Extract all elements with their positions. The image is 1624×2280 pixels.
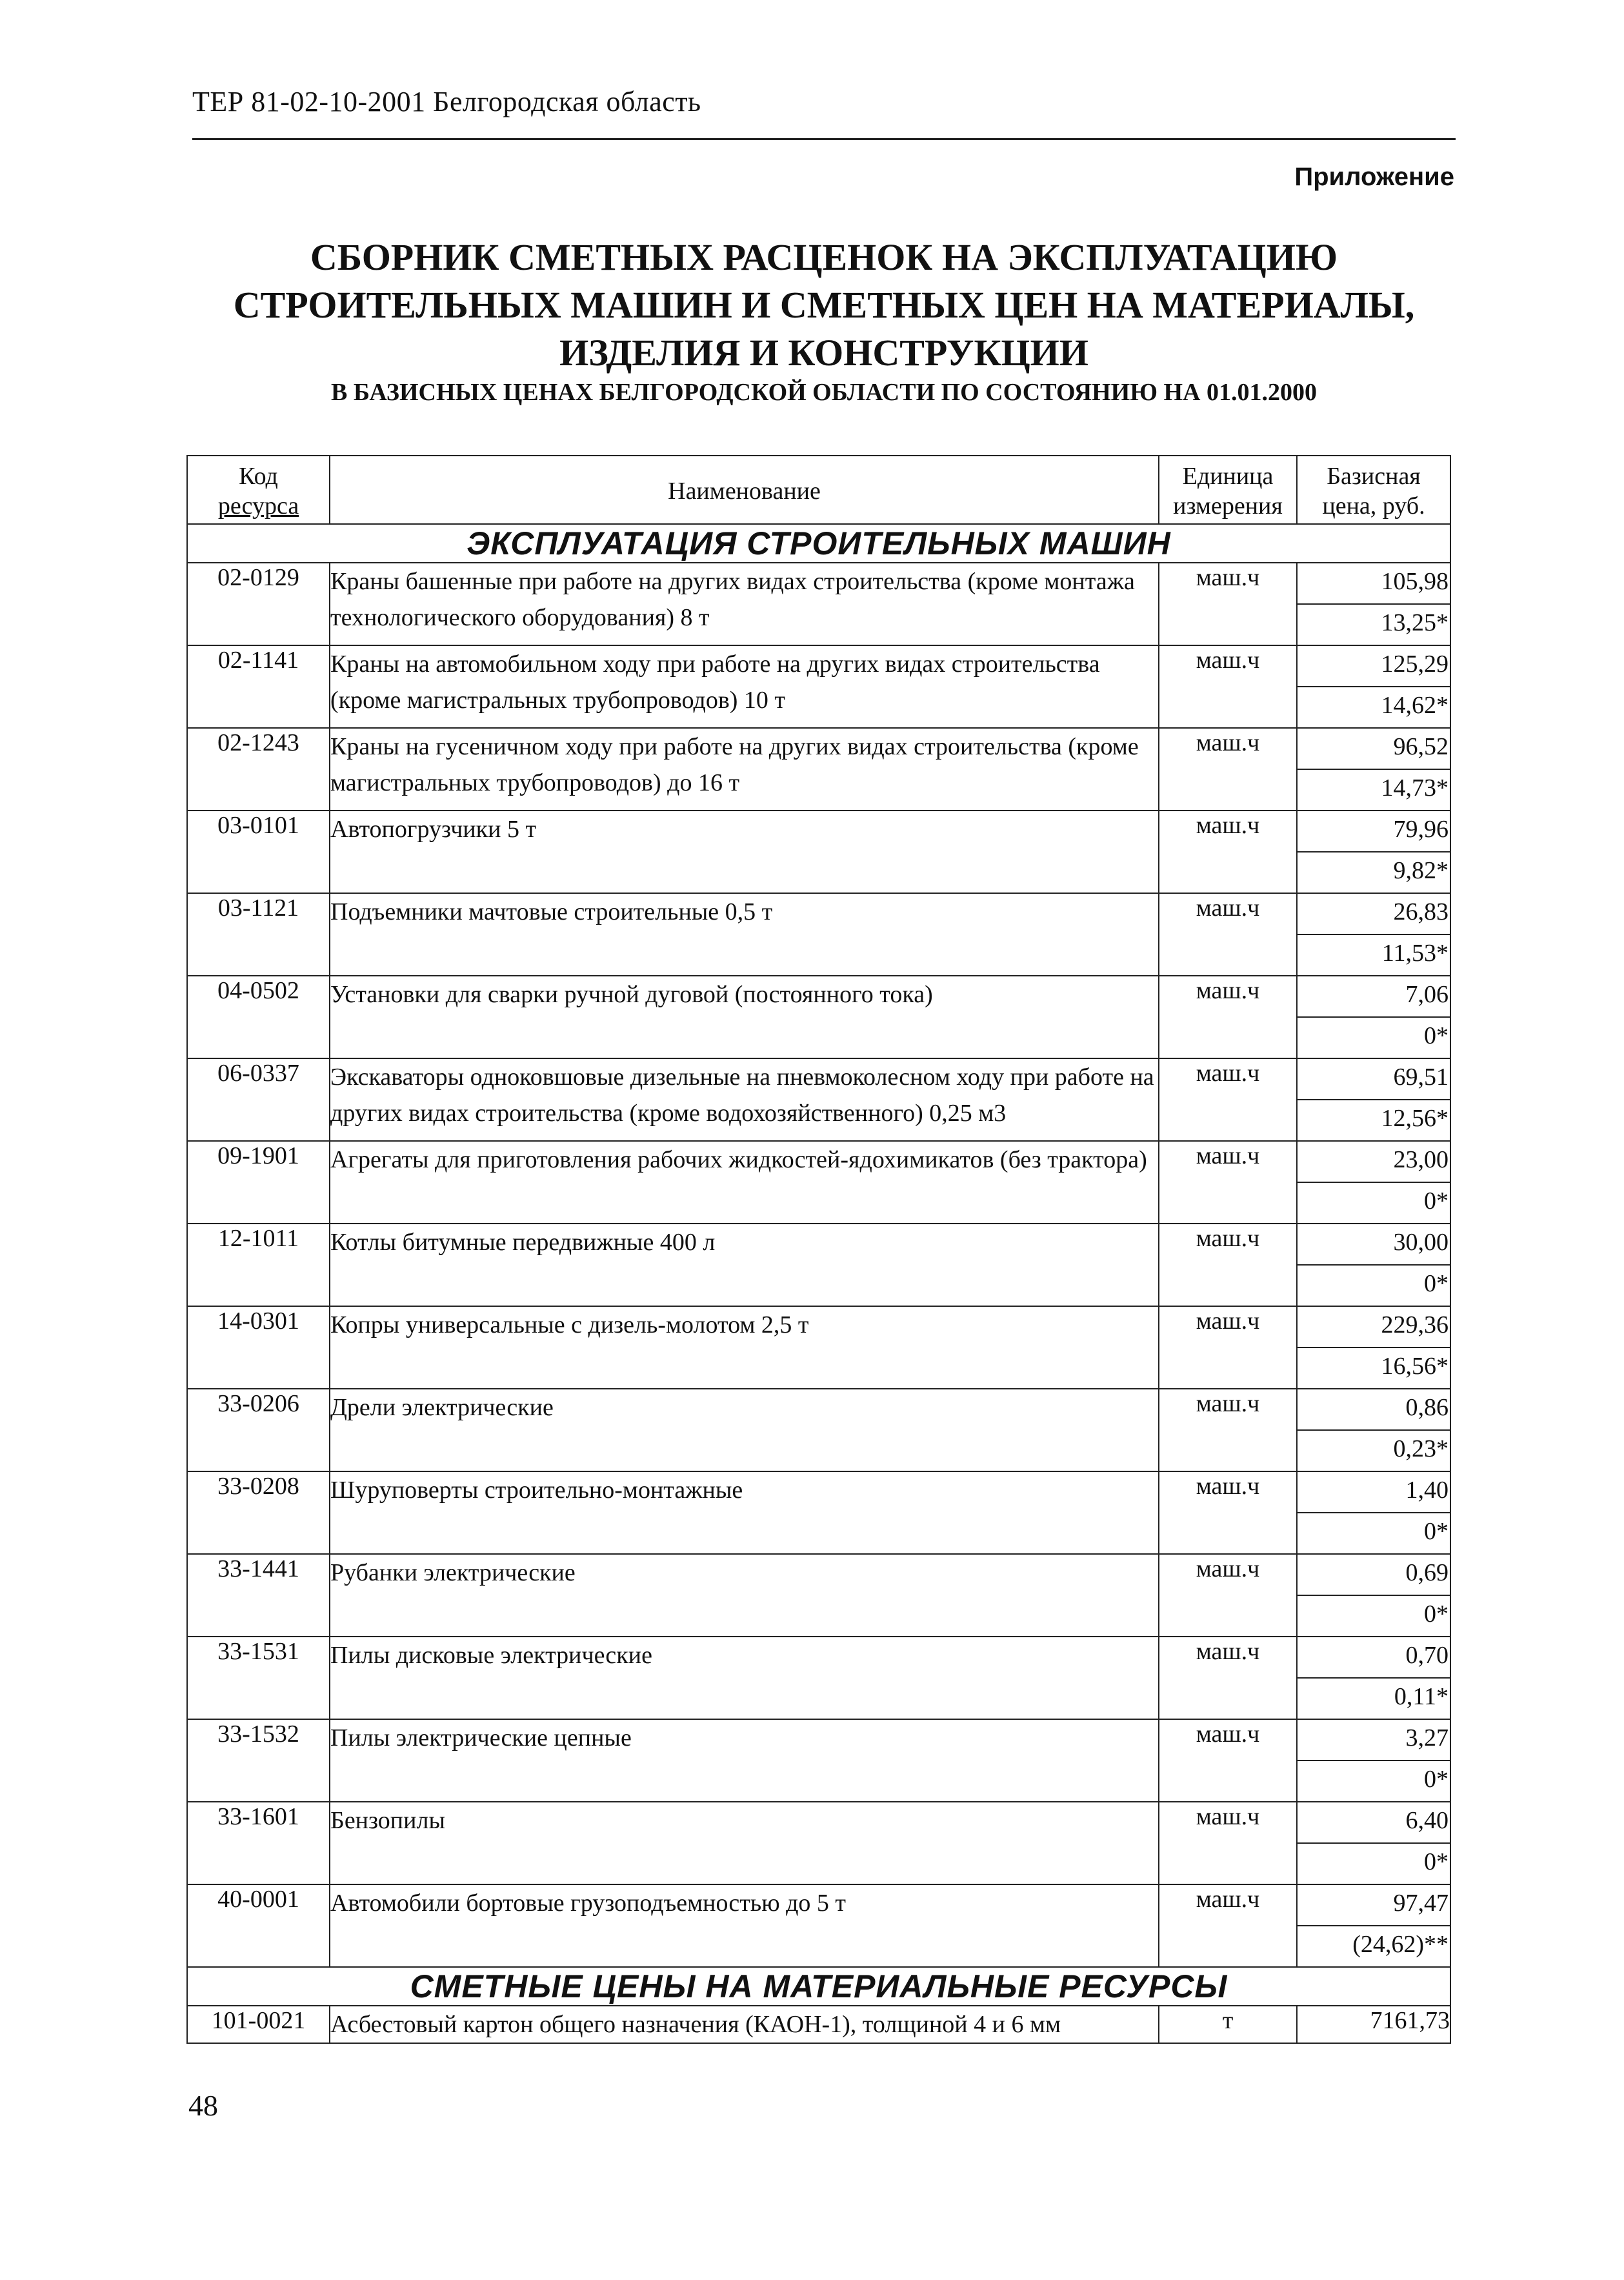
resource-unit: маш.ч: [1159, 1554, 1297, 1637]
resource-code: 09-1901: [187, 1141, 330, 1224]
base-price: 1,40: [1298, 1472, 1450, 1513]
title-line-2: СТРОИТЕЛЬНЫХ МАШИН И СМЕТНЫХ ЦЕН НА МАТЕРИАЛЫ,: [233, 284, 1415, 326]
table-row: [187, 2006, 1450, 2043]
base-price: 79,96: [1298, 811, 1450, 852]
col-header-price-line2: цена, руб.: [1322, 492, 1425, 520]
base-price: 96,52: [1298, 729, 1450, 770]
table-row: [187, 1884, 1450, 1967]
resource-code: 12-1011: [187, 1224, 330, 1306]
table-row: [187, 1224, 1450, 1306]
document-title: [192, 234, 1456, 377]
resource-code: 33-1441: [187, 1554, 330, 1637]
resource-code: 02-0129: [187, 563, 330, 645]
table-row: [187, 1306, 1450, 1389]
resource-unit: маш.ч: [1159, 1141, 1297, 1224]
resource-code: 02-1243: [187, 728, 330, 811]
resource-name: Автопогрузчики 5 т: [330, 811, 1159, 893]
resource-unit: маш.ч: [1159, 645, 1297, 728]
wage-component: 0,23*: [1393, 1435, 1449, 1462]
resource-price-cell: [1297, 645, 1450, 728]
resource-name: Экскаваторы одноковшовые дизельные на пневмоколесном ходу при работе на других видах строительства (кроме водохозяйственного) 0,25 м3: [330, 1058, 1159, 1141]
wage-component: 12,56*: [1381, 1105, 1449, 1132]
resource-code: 40-0001: [187, 1884, 330, 1967]
base-price: 7,06: [1298, 976, 1450, 1018]
resource-price-cell: [1297, 1389, 1450, 1471]
resource-unit: маш.ч: [1159, 1306, 1297, 1389]
wage-component: 13,25*: [1381, 609, 1449, 636]
resource-name: Установки для сварки ручной дуговой (постоянного тока): [330, 976, 1159, 1058]
resource-name: Краны на гусеничном ходу при работе на других видах строительства (кроме магистральных трубопроводов) до 16 т: [330, 728, 1159, 811]
resource-price-cell: [1297, 1471, 1450, 1554]
table-row: [187, 1141, 1450, 1224]
table-row: [187, 811, 1450, 893]
title-line-3: ИЗДЕЛИЯ И КОНСТРУКЦИИ: [559, 332, 1088, 374]
table-row: [187, 1058, 1450, 1141]
resource-price-cell: [1297, 1224, 1450, 1306]
resource-code: 03-1121: [187, 893, 330, 976]
resource-name: Копры универсальные с дизель-молотом 2,5 т: [330, 1306, 1159, 1389]
resource-price-cell: [1297, 1884, 1450, 1967]
base-price: 125,29: [1298, 646, 1450, 687]
resource-code: 06-0337: [187, 1058, 330, 1141]
resource-price-cell: [1297, 728, 1450, 811]
base-price: 0,69: [1298, 1555, 1450, 1596]
table-row: [187, 1471, 1450, 1554]
base-price: 229,36: [1298, 1307, 1450, 1348]
resource-price-cell: [1297, 1719, 1450, 1802]
resource-name: Пилы дисковые электрические: [330, 1637, 1159, 1719]
base-price: 69,51: [1298, 1059, 1450, 1100]
base-price: 0,86: [1298, 1389, 1450, 1431]
col-header-unit-line2: измерения: [1173, 492, 1283, 520]
resource-name: Автомобили бортовые грузоподъемностью до 5 т: [330, 1884, 1159, 1967]
base-price: 97,47: [1298, 1885, 1450, 1926]
resource-name: Дрели электрические: [330, 1389, 1159, 1471]
resource-name: Рубанки электрические: [330, 1554, 1159, 1637]
section-title-materials: СМЕТНЫЕ ЦЕНЫ НА МАТЕРИАЛЬНЫЕ РЕСУРСЫ: [187, 1967, 1450, 2006]
base-price: 26,83: [1298, 894, 1450, 935]
wage-component: 14,73*: [1381, 774, 1449, 802]
resource-unit: маш.ч: [1159, 1884, 1297, 1967]
base-price: 7161,73: [1297, 2006, 1450, 2043]
resource-unit: т: [1159, 2006, 1297, 2043]
resource-name: Агрегаты для приготовления рабочих жидкостей-ядохимикатов (без трактора): [330, 1141, 1159, 1224]
wage-component: 14,62*: [1381, 692, 1449, 719]
table-row: [187, 976, 1450, 1058]
resource-code: 14-0301: [187, 1306, 330, 1389]
wage-component: 16,56*: [1381, 1353, 1449, 1380]
resource-unit: маш.ч: [1159, 1637, 1297, 1719]
resource-unit: маш.ч: [1159, 1389, 1297, 1471]
section-row-materials: [187, 1967, 1450, 2006]
col-header-unit: [1159, 456, 1297, 524]
table-row: [187, 1554, 1450, 1637]
col-header-code-line2: ресурса: [217, 492, 299, 520]
col-header-code: [187, 456, 330, 524]
wage-component: 0*: [1424, 1766, 1449, 1793]
resource-code: 33-0208: [187, 1471, 330, 1554]
table-row: [187, 1802, 1450, 1884]
resource-name: Котлы битумные передвижные 400 л: [330, 1224, 1159, 1306]
document-subtitle: В БАЗИСНЫХ ЦЕНАХ БЕЛГОРОДСКОЙ ОБЛАСТИ ПО СОСТОЯНИЮ НА 01.01.2000: [330, 379, 1318, 406]
resource-unit: маш.ч: [1159, 1058, 1297, 1141]
table-row: [187, 563, 1450, 645]
resource-code: 33-0206: [187, 1389, 330, 1471]
running-head: ТЕР 81-02-10-2001 Белгородская область: [192, 86, 701, 117]
wage-component: 0,11*: [1394, 1683, 1449, 1710]
resource-code: 04-0502: [187, 976, 330, 1058]
resource-code: 101-0021: [187, 2006, 330, 2043]
resource-unit: маш.ч: [1159, 1471, 1297, 1554]
col-header-unit-line1: Единица: [1182, 463, 1274, 490]
base-price: 0,70: [1298, 1637, 1450, 1679]
table-row: [187, 893, 1450, 976]
resource-unit: маш.ч: [1159, 811, 1297, 893]
table-row: [187, 1389, 1450, 1471]
section-row-machines: [187, 524, 1450, 563]
wage-component: 0*: [1424, 1848, 1449, 1875]
resource-code: 33-1532: [187, 1719, 330, 1802]
resource-unit: маш.ч: [1159, 976, 1297, 1058]
table-row: [187, 645, 1450, 728]
resources-table: [186, 455, 1451, 2044]
resource-price-cell: [1297, 1306, 1450, 1389]
col-header-name: Наименование: [330, 456, 1159, 524]
base-price: 30,00: [1298, 1224, 1450, 1266]
resource-unit: маш.ч: [1159, 1224, 1297, 1306]
resource-unit: маш.ч: [1159, 728, 1297, 811]
resource-price-cell: [1297, 1554, 1450, 1637]
wage-component: 0*: [1424, 1187, 1449, 1215]
resource-price-cell: [1297, 1141, 1450, 1224]
table-header-row: [187, 456, 1450, 524]
base-price: 6,40: [1298, 1802, 1450, 1844]
title-line-1: СБОРНИК СМЕТНЫХ РАСЦЕНОК НА ЭКСПЛУАТАЦИЮ: [310, 236, 1338, 278]
resource-code: 33-1601: [187, 1802, 330, 1884]
base-price: 3,27: [1298, 1720, 1450, 1761]
resource-code: 02-1141: [187, 645, 330, 728]
wage-component: 11,53*: [1381, 940, 1449, 967]
wage-component: 0*: [1424, 1600, 1449, 1628]
resource-name: Бензопилы: [330, 1802, 1159, 1884]
resource-name: Шуруповерты строительно-монтажные: [330, 1471, 1159, 1554]
header-divider: [192, 138, 1456, 140]
resource-code: 33-1531: [187, 1637, 330, 1719]
resource-name: Краны башенные при работе на других видах строительства (кроме монтажа технологического оборудования) 8 т: [330, 563, 1159, 645]
col-header-price: [1297, 456, 1450, 524]
base-price: 105,98: [1298, 563, 1450, 605]
section-title-machines: ЭКСПЛУАТАЦИЯ СТРОИТЕЛЬНЫХ МАШИН: [187, 524, 1450, 563]
col-header-price-line1: Базисная: [1327, 463, 1421, 490]
page-number: 48: [188, 2089, 218, 2122]
resource-name: Пилы электрические цепные: [330, 1719, 1159, 1802]
resource-price-cell: [1297, 1058, 1450, 1141]
wage-component: 0*: [1424, 1518, 1449, 1545]
resource-price-cell: [1297, 1802, 1450, 1884]
resource-price-cell: [1297, 811, 1450, 893]
resource-price-cell: [1297, 976, 1450, 1058]
wage-component: (24,62)**: [1352, 1931, 1449, 1958]
wage-component: 9,82*: [1393, 857, 1449, 884]
resource-name: Асбестовый картон общего назначения (КАОН-1), толщиной 4 и 6 мм: [330, 2006, 1159, 2043]
base-price: 23,00: [1298, 1142, 1450, 1183]
appendix-label: Приложение: [1294, 163, 1454, 191]
resource-unit: маш.ч: [1159, 1719, 1297, 1802]
resource-name: Краны на автомобильном ходу при работе на других видах строительства (кроме магистральных трубопроводов) 10 т: [330, 645, 1159, 728]
resource-price-cell: [1297, 1637, 1450, 1719]
wage-component: 0*: [1424, 1270, 1449, 1297]
wage-component: 0*: [1424, 1022, 1449, 1049]
resource-unit: маш.ч: [1159, 893, 1297, 976]
resource-name: Подъемники мачтовые строительные 0,5 т: [330, 893, 1159, 976]
resource-unit: маш.ч: [1159, 1802, 1297, 1884]
resource-price-cell: [1297, 893, 1450, 976]
col-header-code-line1: Код: [239, 463, 278, 490]
table-row: [187, 728, 1450, 811]
table-row: [187, 1719, 1450, 1802]
resource-unit: маш.ч: [1159, 563, 1297, 645]
table-row: [187, 1637, 1450, 1719]
resource-code: 03-0101: [187, 811, 330, 893]
resource-price-cell: [1297, 563, 1450, 645]
